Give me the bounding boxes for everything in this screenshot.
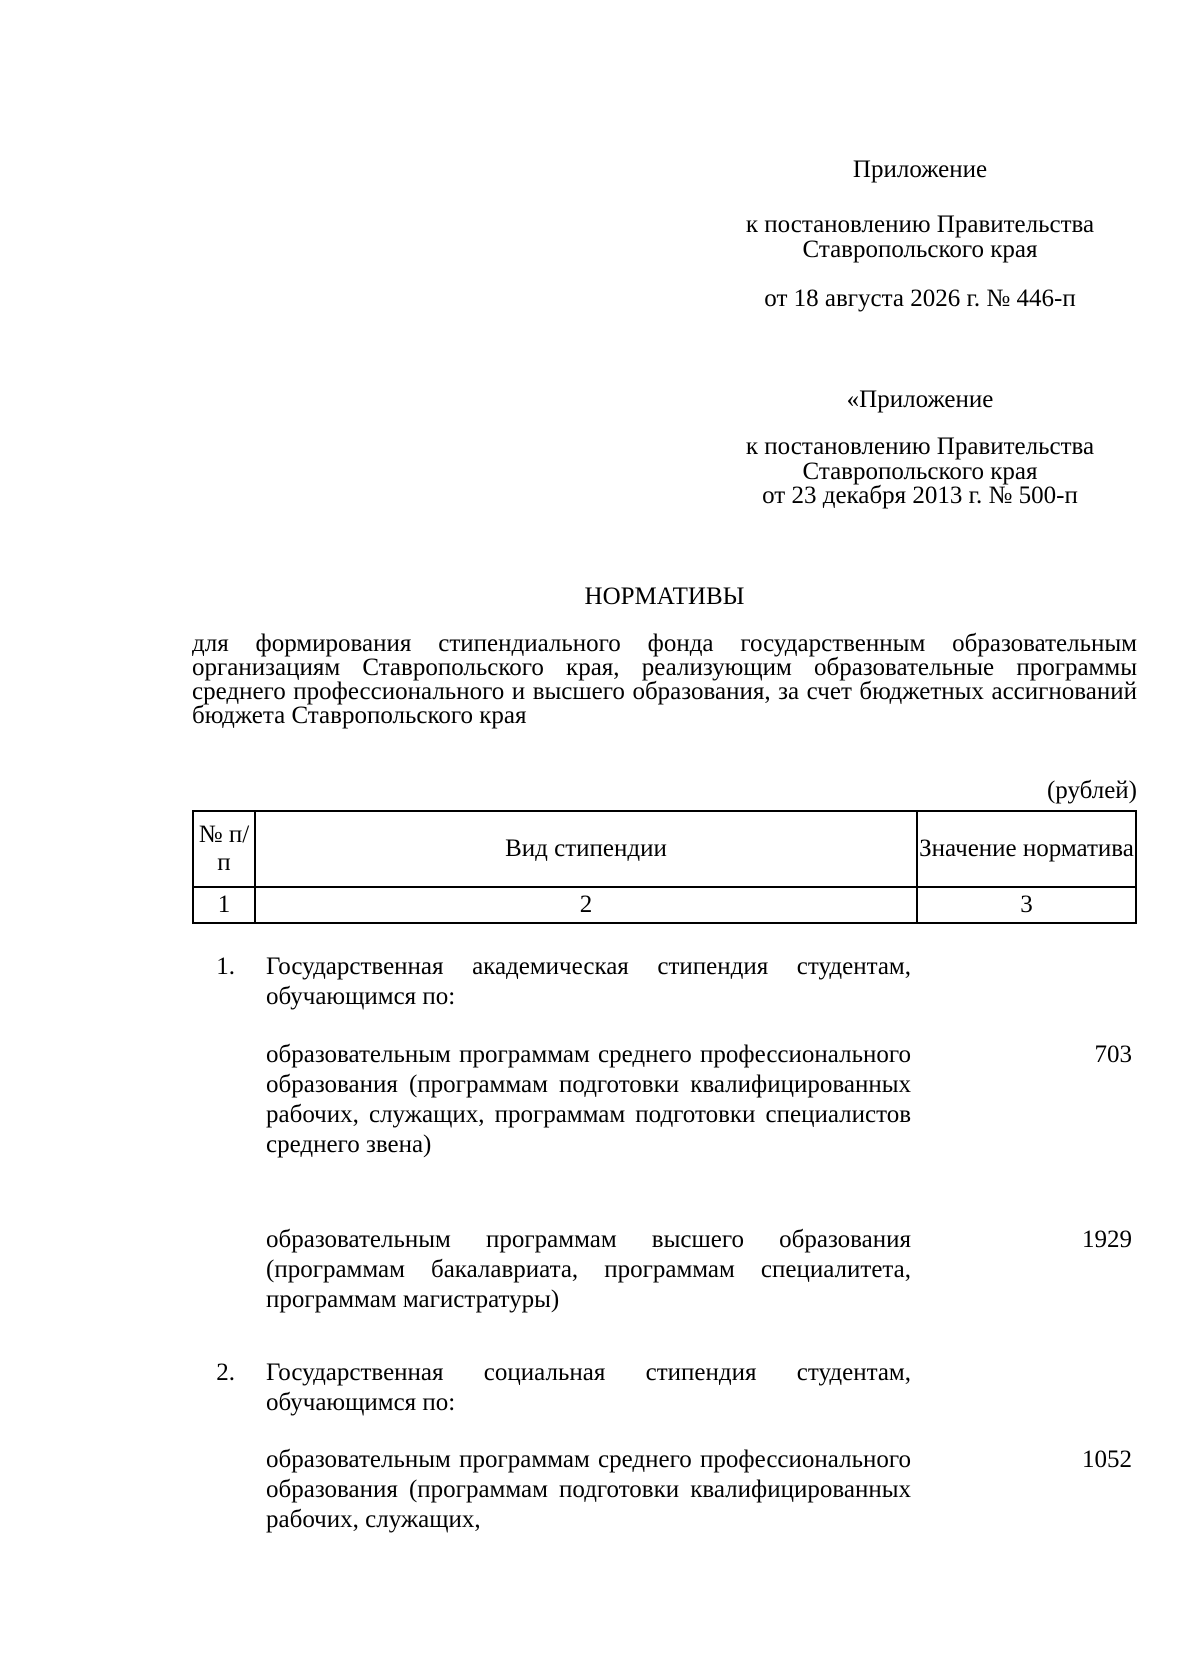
- item-row-value: 1929: [1082, 1226, 1132, 1253]
- item-row-text: образовательным программам высшего образования (программам бакалавриата, программам специалитета, программам магистратуры): [266, 1226, 911, 1313]
- original-resolution-line-2: Ставропольского края: [802, 458, 1038, 485]
- item-number: 2.: [216, 1359, 235, 1386]
- column-header-type: Вид стипендии: [255, 811, 917, 887]
- appendix-label: Приложение: [852, 156, 988, 183]
- original-appendix-label: «Приложение: [846, 386, 994, 413]
- item-number: 1.: [216, 953, 235, 980]
- original-resolution-date: от 23 декабря 2013 г. № 500-п: [762, 482, 1078, 509]
- item-row-value: 703: [1094, 1041, 1132, 1068]
- document-title: НОРМАТИВЫ: [584, 583, 745, 610]
- item-row-text: образовательным программам среднего профессионального образования (программам подготовки квалифицированных рабочих, служащих, программам подготовки специалистов среднего звена): [266, 1041, 911, 1158]
- resolution-line-1: к постановлению Правительства: [745, 211, 1095, 238]
- column-header-number: № п/п: [193, 811, 255, 887]
- units-label: (рублей): [1046, 777, 1137, 804]
- item-row-value: 1052: [1082, 1446, 1132, 1473]
- item-heading: Государственная социальная стипендия студентам, обучающимся по:: [266, 1359, 911, 1416]
- column-number-3: 3: [917, 887, 1136, 923]
- resolution-date: от 18 августа 2026 г. № 446-п: [764, 285, 1076, 312]
- resolution-line-2: Ставропольского края: [802, 236, 1038, 263]
- item-heading: Государственная академическая стипендия студентам, обучающимся по:: [266, 953, 911, 1010]
- document-subtitle: для формирования стипендиального фонда государственным образовательным организациям Ставропольского края, реализующим образовательные программы среднего профессионального и высшего образования, за счет бюджетных ассигнований бюджета Ставропольского края: [192, 630, 1137, 729]
- column-header-value: Значение норматива: [917, 811, 1136, 887]
- item-row-text: образовательным программам среднего профессионального образования (программам подготовки квалифицированных рабочих, служащих,: [266, 1446, 911, 1533]
- column-number-2: 2: [255, 887, 917, 923]
- column-number-1: 1: [193, 887, 255, 923]
- norms-table-header: [192, 810, 1137, 924]
- original-resolution-line-1: к постановлению Правительства: [745, 433, 1095, 460]
